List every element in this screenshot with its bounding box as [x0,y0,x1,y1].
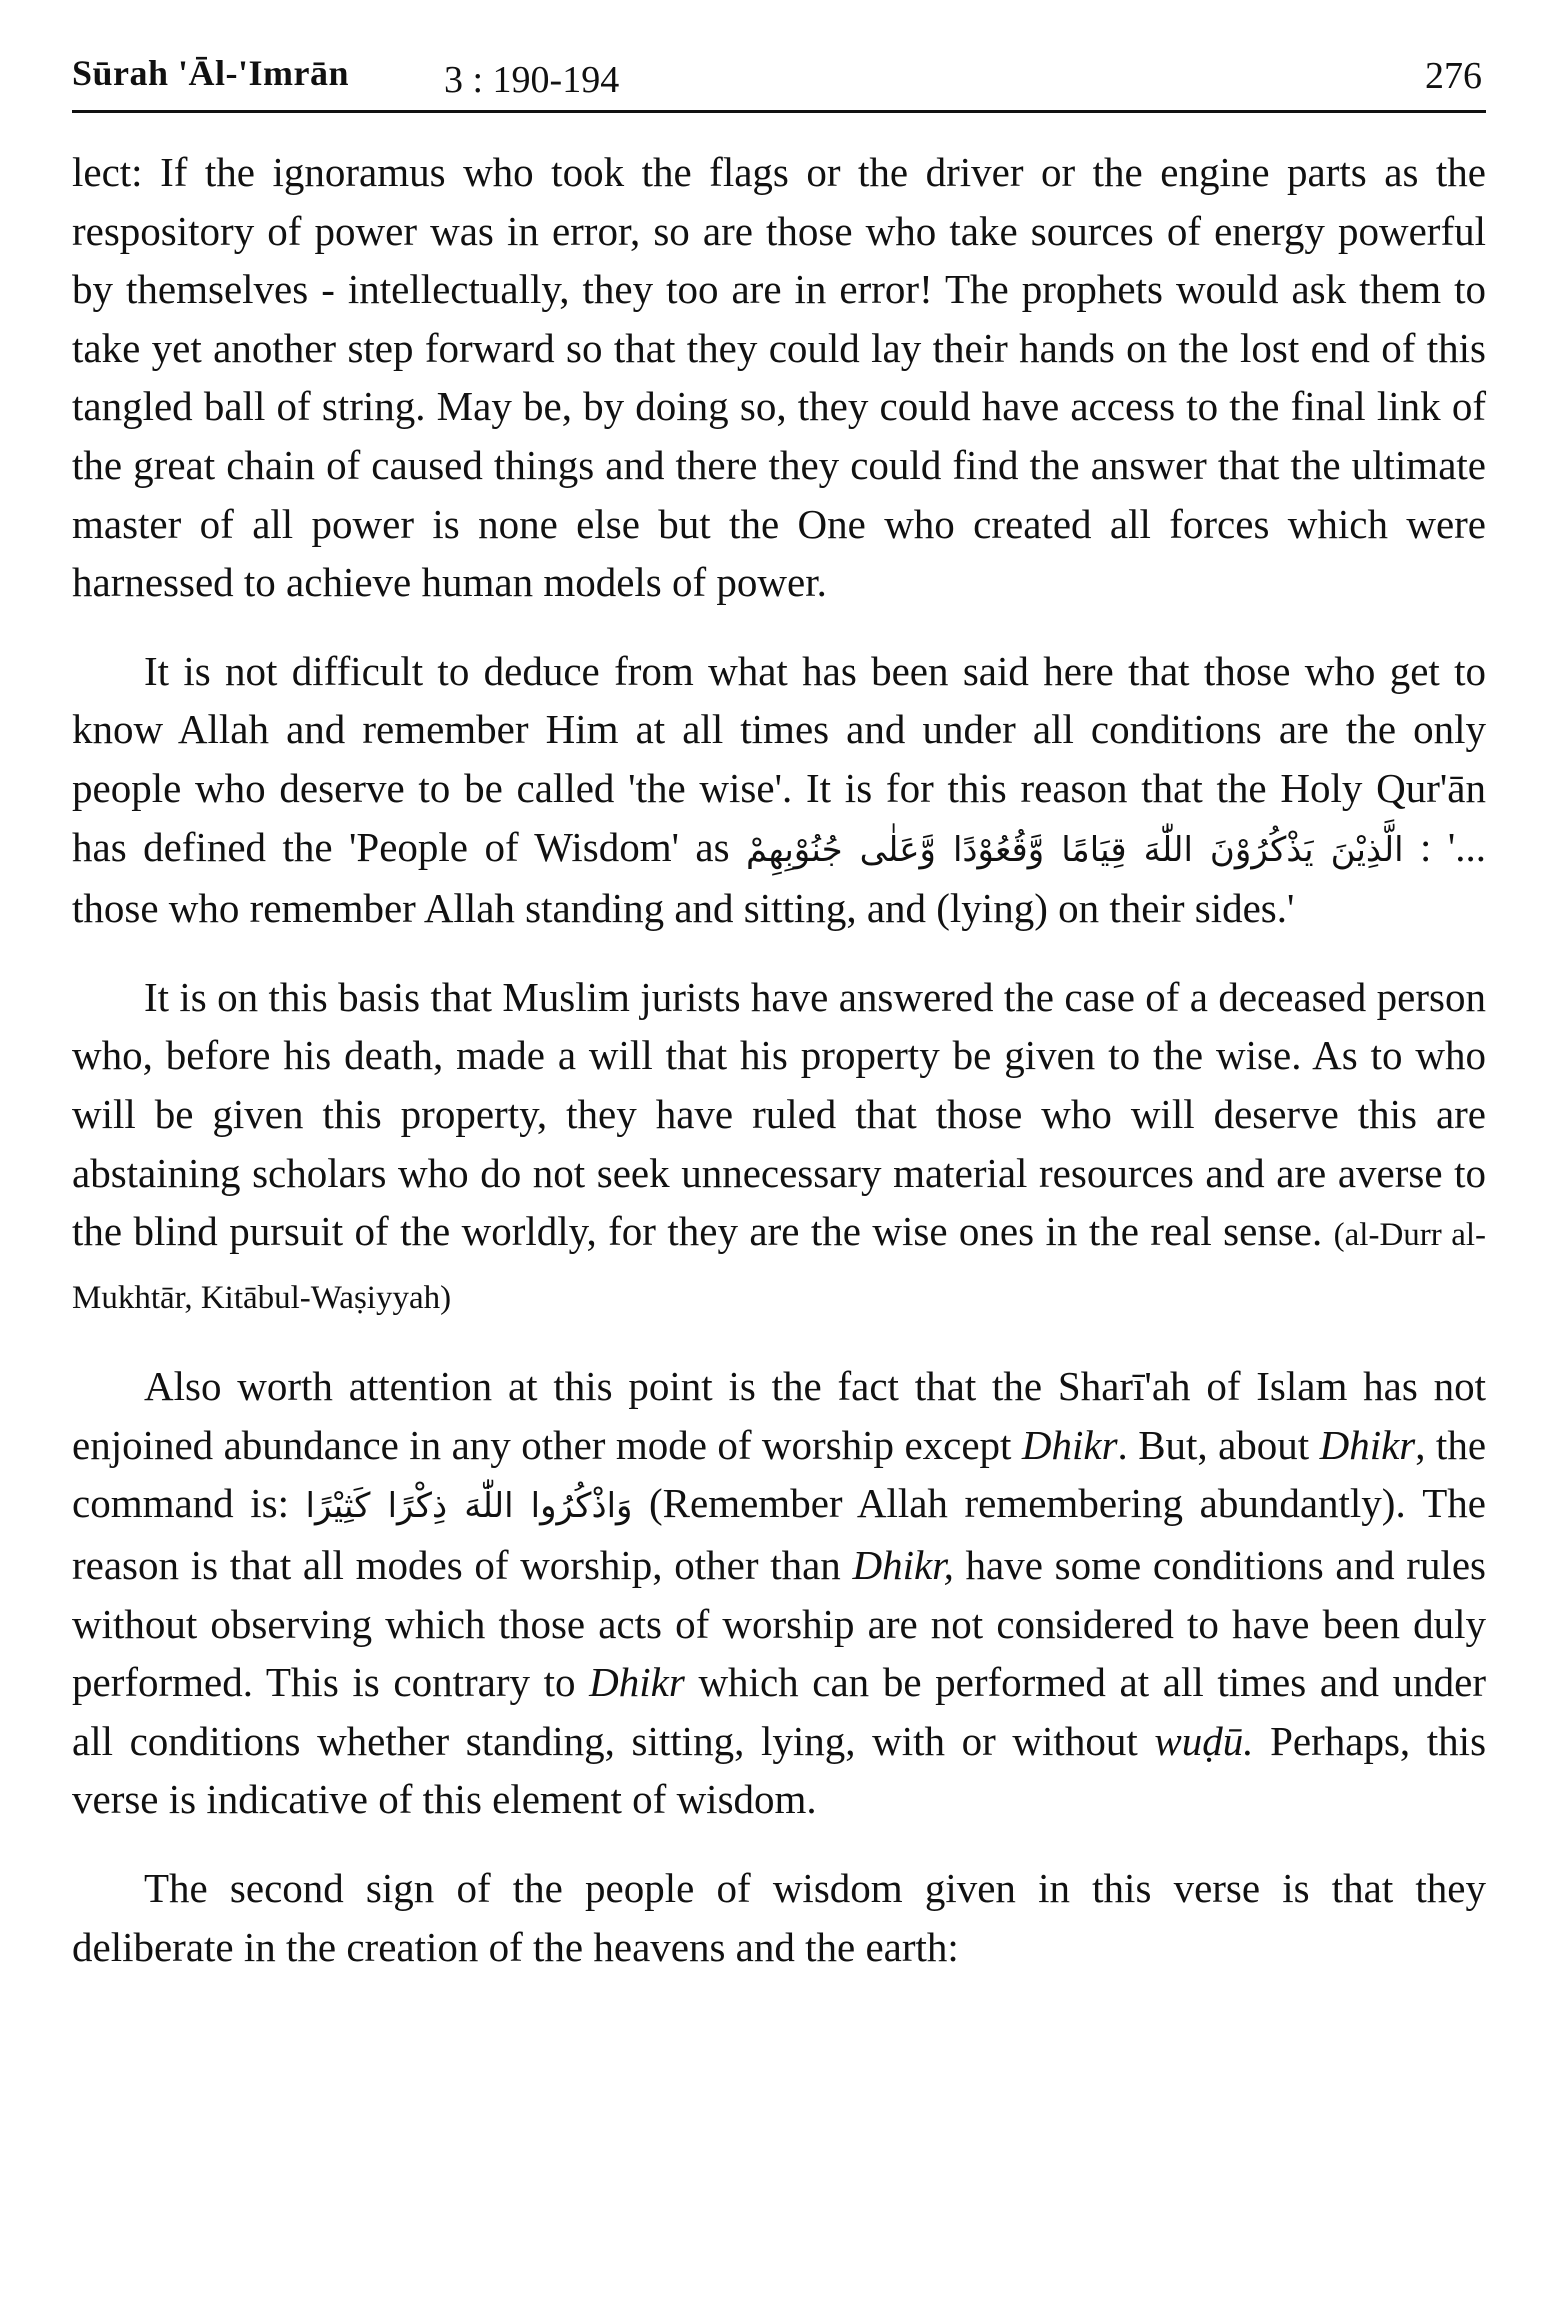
body-text [72,143,1486,1976]
dhikr-term-4: Dhikr [589,1659,685,1706]
paragraph-5-text: The second sign of the people of wisdom given in this verse is that they deliberate in the creation of the heavens and the earth: [72,1865,1486,1970]
page-number: 276 [1425,55,1482,97]
book-page [72,48,1486,2006]
verse-reference: 3 : 190-194 [444,59,620,101]
arabic-verse-remember-allah: وَاذْكُرُوا اللّٰهَ ذِكْرًا كَثِيْرًا [305,1486,633,1527]
paragraph-1-text: lect: If the ignoramus who took the flags or the driver or the engine parts as the respository of power was in error, so are those who take sources of energy powerful by themselves - intellectually, they too are in error! The prophets would ask them to take yet another step forward so that they could lay their hands on the lost end of this tangled ball of string. May be, by doing so, they could have access to the final link of the great chain of caused things and there they could find the answer that the ultimate master of all power is none else but the One who created all forces which were harnessed to achieve human models of power. [72,149,1486,606]
paragraph-4-text-d: (Remember Allah remembering abundantly). The reason is that all modes of worship, other than [72,1480,1486,1589]
paragraph-3-text: It is on this basis that Muslim jurists have answered the case of a deceased person who, before his death, made a will that his property be given to the wise. As to who will be given this property, they have ruled that those who will deserve this are abstaining scholars who do not seek unnecessary material resources and are averse to the blind pursuit of the worldly, for they are the wise ones in the real sense. [72,973,1486,1255]
wudu-term: wuḍū. [1154,1717,1254,1764]
paragraph-4-text-g: Perhaps, this verse is indicative of this element of wisdom. [72,1717,1487,1823]
paragraph-4-text-a: Also worth attention at this point is the fact that the Sharī'ah of Islam has not enjoined abundance in any other mode of worship except [72,1363,1486,1468]
dhikr-term-3: Dhikr, [852,1542,954,1589]
running-header [72,48,1486,113]
paragraph-5 [72,1859,1486,1976]
paragraph-3 [72,968,1486,1328]
paragraph-1 [72,143,1486,612]
arabic-verse-people-of-wisdom: الَّذِيْنَ يَذْكُرُوْنَ اللّٰهَ قِيَامًا وَّقُعُوْدًا وَّعَلٰى جُنُوْبِهِمْ [746,829,1404,870]
paragraph-4-text-f: which can be performed at all times and under all conditions whether standing, sitting, lying, with or without [72,1659,1487,1764]
paragraph-3-citation: (al-Durr al-Mukhtār, Kitābul-Waṣiyyah) [72,1217,1486,1316]
paragraph-2-text-b: : '... those who remember Allah standing and sitting, and (lying) on their sides.' [72,823,1487,932]
paragraph-4-text-c: , the command is: [72,1421,1487,1527]
surah-title: Sūrah 'Āl-'Imrān [72,53,350,93]
paragraph-4-text-b: . But, about [1117,1421,1310,1468]
paragraph-4-text-e: have some conditions and rules without observing which those acts of worship are not considered to have been duly performed. This is contrary to [72,1542,1486,1706]
dhikr-term-2: Dhikr [1319,1421,1416,1468]
paragraph-2-text-a: It is not difficult to deduce from what has been said here that those who get to know Allah and remember Him at all times and under all conditions are the only people who deserve to be called 'the wise'. It is for this reason that the Holy Qur'ān has defined the 'People of Wisdom' as [72,647,1486,870]
dhikr-term-1: Dhikr [1021,1421,1118,1468]
paragraph-2 [72,642,1486,938]
paragraph-4 [72,1357,1486,1829]
